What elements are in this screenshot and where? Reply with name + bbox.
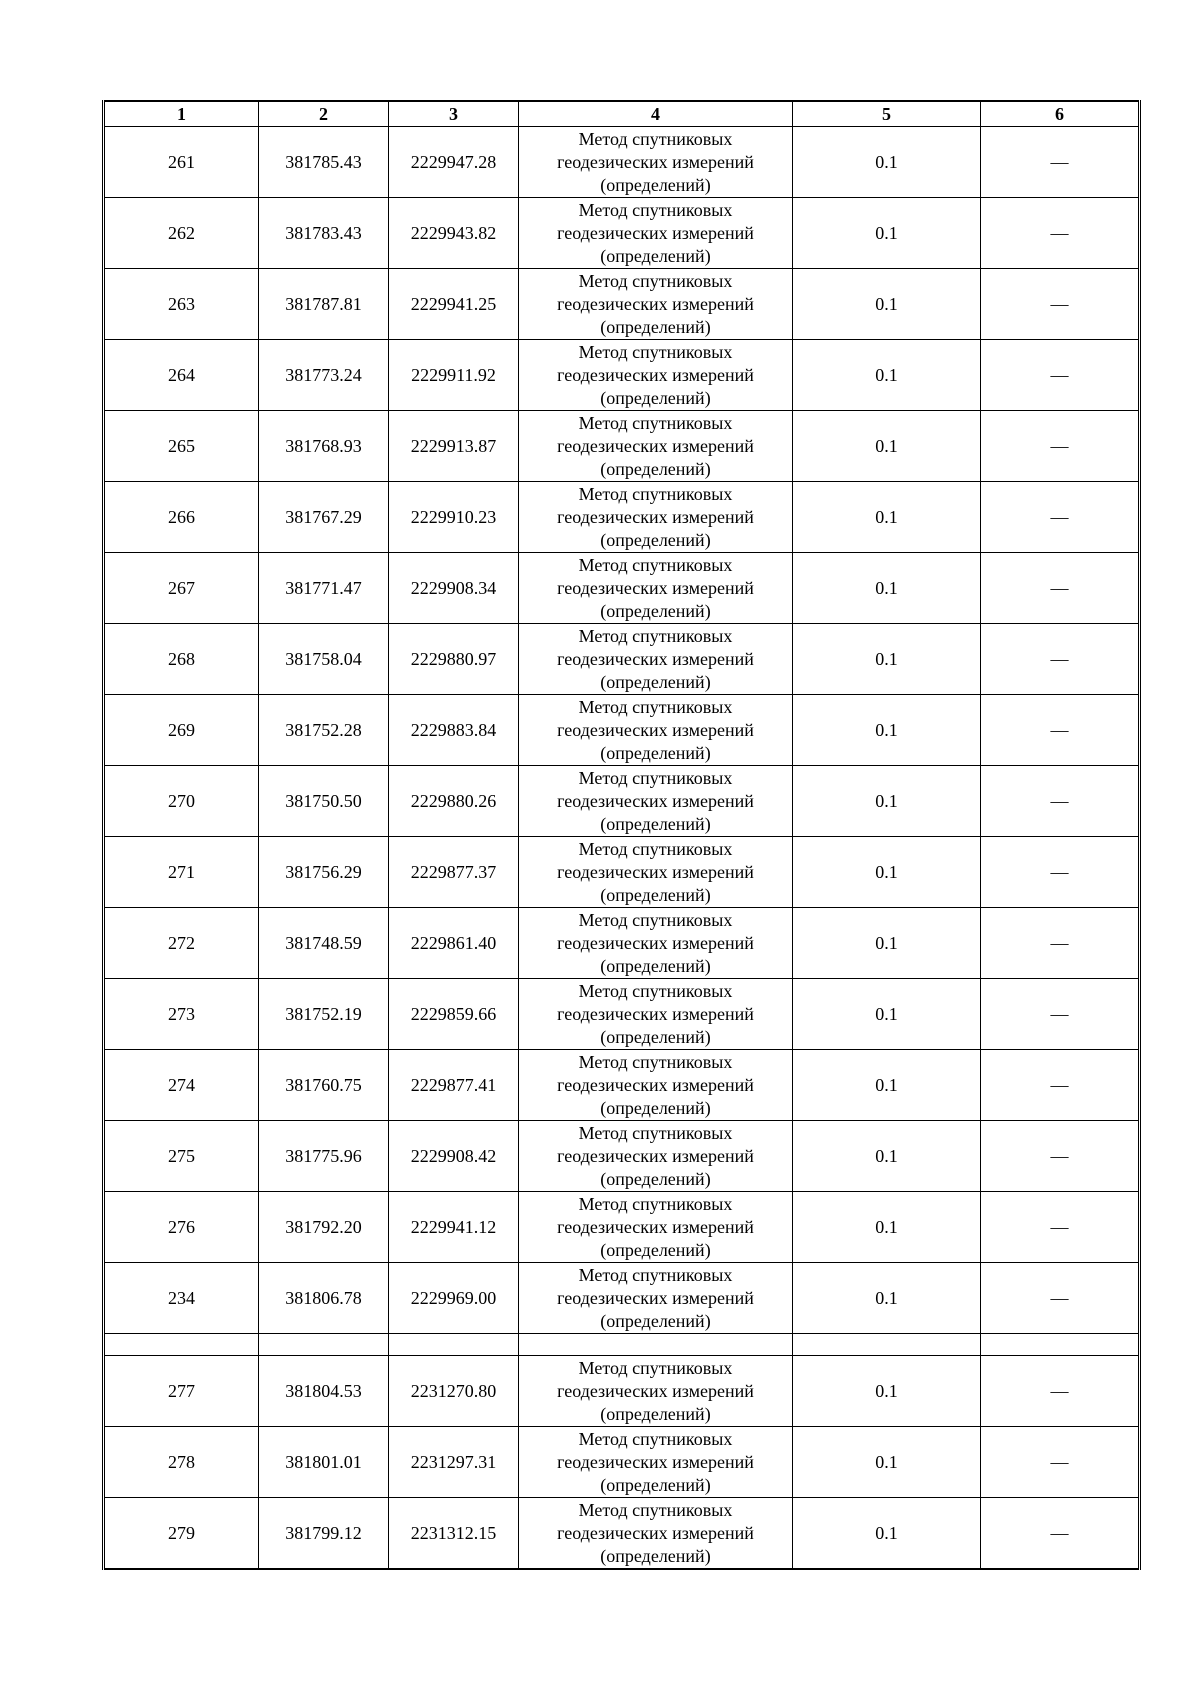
method-cell bbox=[519, 553, 793, 624]
accuracy-cell: 0.1 bbox=[793, 1263, 981, 1334]
y-coordinate-cell: 2229908.42 bbox=[389, 1121, 519, 1192]
method-text-line: Метод спутниковых bbox=[578, 270, 733, 291]
y-coordinate-cell: 2231270.80 bbox=[389, 1356, 519, 1427]
method-text-line: Метод спутниковых bbox=[578, 980, 733, 1001]
accuracy-cell: 0.1 bbox=[793, 979, 981, 1050]
x-coordinate-cell: 381760.75 bbox=[259, 1050, 389, 1121]
note-cell: — bbox=[981, 1356, 1140, 1427]
x-coordinate-cell: 381806.78 bbox=[259, 1263, 389, 1334]
method-cell bbox=[519, 624, 793, 695]
method-cell bbox=[519, 979, 793, 1050]
method-text-line: (определений) bbox=[600, 742, 711, 763]
note-cell: — bbox=[981, 695, 1140, 766]
note-cell: — bbox=[981, 1427, 1140, 1498]
method-cell bbox=[519, 482, 793, 553]
table-row bbox=[104, 198, 1140, 269]
method-text-line: геодезических измерений bbox=[557, 648, 754, 669]
y-coordinate-cell: 2229883.84 bbox=[389, 695, 519, 766]
header-cell: 4 bbox=[519, 101, 793, 127]
point-number-cell: 266 bbox=[104, 482, 259, 553]
method-text-line: геодезических измерений bbox=[557, 719, 754, 740]
note-cell: — bbox=[981, 624, 1140, 695]
y-coordinate-cell: 2229969.00 bbox=[389, 1263, 519, 1334]
table-row bbox=[104, 908, 1140, 979]
header-cell: 5 bbox=[793, 101, 981, 127]
y-coordinate-cell: 2229913.87 bbox=[389, 411, 519, 482]
point-number-cell: 261 bbox=[104, 127, 259, 198]
method-cell bbox=[519, 198, 793, 269]
method-text-line: Метод спутниковых bbox=[578, 1051, 733, 1072]
note-cell: — bbox=[981, 411, 1140, 482]
point-number-cell: 273 bbox=[104, 979, 259, 1050]
y-coordinate-cell: 2229910.23 bbox=[389, 482, 519, 553]
point-number-cell: 263 bbox=[104, 269, 259, 340]
method-text-line: геодезических измерений bbox=[557, 1145, 754, 1166]
table-row bbox=[104, 1498, 1140, 1570]
note-cell: — bbox=[981, 1050, 1140, 1121]
x-coordinate-cell: 381756.29 bbox=[259, 837, 389, 908]
table-row bbox=[104, 695, 1140, 766]
method-text-line: Метод спутниковых bbox=[578, 838, 733, 859]
point-number-cell: 278 bbox=[104, 1427, 259, 1498]
accuracy-cell: 0.1 bbox=[793, 482, 981, 553]
table-row bbox=[104, 411, 1140, 482]
method-text-line: геодезических измерений bbox=[557, 1380, 754, 1401]
method-cell bbox=[519, 340, 793, 411]
note-cell: — bbox=[981, 979, 1140, 1050]
point-number-cell: 275 bbox=[104, 1121, 259, 1192]
y-coordinate-cell: 2229880.26 bbox=[389, 766, 519, 837]
accuracy-cell: 0.1 bbox=[793, 837, 981, 908]
point-number-cell: 274 bbox=[104, 1050, 259, 1121]
accuracy-cell: 0.1 bbox=[793, 908, 981, 979]
method-cell bbox=[519, 411, 793, 482]
method-text-line: (определений) bbox=[600, 1403, 711, 1424]
method-text-line: геодезических измерений bbox=[557, 1451, 754, 1472]
method-text-line: геодезических измерений bbox=[557, 293, 754, 314]
method-text-line: геодезических измерений bbox=[557, 861, 754, 882]
x-coordinate-cell: 381752.19 bbox=[259, 979, 389, 1050]
y-coordinate-cell: 2229877.37 bbox=[389, 837, 519, 908]
blank-cell bbox=[981, 1334, 1140, 1356]
method-text-line: геодезических измерений bbox=[557, 932, 754, 953]
x-coordinate-cell: 381771.47 bbox=[259, 553, 389, 624]
x-coordinate-cell: 381792.20 bbox=[259, 1192, 389, 1263]
table-row bbox=[104, 127, 1140, 198]
method-cell bbox=[519, 1356, 793, 1427]
x-coordinate-cell: 381752.28 bbox=[259, 695, 389, 766]
accuracy-cell: 0.1 bbox=[793, 340, 981, 411]
method-cell bbox=[519, 1427, 793, 1498]
method-text-line: (определений) bbox=[600, 1168, 711, 1189]
method-cell bbox=[519, 1050, 793, 1121]
method-text-line: геодезических измерений bbox=[557, 364, 754, 385]
header-cell: 1 bbox=[104, 101, 259, 127]
point-number-cell: 268 bbox=[104, 624, 259, 695]
point-number-cell: 269 bbox=[104, 695, 259, 766]
table-row bbox=[104, 553, 1140, 624]
note-cell: — bbox=[981, 269, 1140, 340]
method-text-line: Метод спутниковых bbox=[578, 767, 733, 788]
table-row bbox=[104, 1263, 1140, 1334]
method-text-line: геодезических измерений bbox=[557, 506, 754, 527]
blank-cell bbox=[104, 1334, 259, 1356]
x-coordinate-cell: 381787.81 bbox=[259, 269, 389, 340]
note-cell: — bbox=[981, 908, 1140, 979]
method-cell bbox=[519, 766, 793, 837]
method-text-line: Метод спутниковых bbox=[578, 199, 733, 220]
y-coordinate-cell: 2229911.92 bbox=[389, 340, 519, 411]
header-cell: 3 bbox=[389, 101, 519, 127]
note-cell: — bbox=[981, 340, 1140, 411]
y-coordinate-cell: 2229941.12 bbox=[389, 1192, 519, 1263]
point-number-cell: 234 bbox=[104, 1263, 259, 1334]
method-text-line: (определений) bbox=[600, 1026, 711, 1047]
table-row bbox=[104, 1192, 1140, 1263]
method-text-line: (определений) bbox=[600, 1310, 711, 1331]
method-text-line: геодезических измерений bbox=[557, 1074, 754, 1095]
table-row bbox=[104, 1050, 1140, 1121]
accuracy-cell: 0.1 bbox=[793, 198, 981, 269]
note-cell: — bbox=[981, 766, 1140, 837]
method-text-line: Метод спутниковых bbox=[578, 341, 733, 362]
y-coordinate-cell: 2229877.41 bbox=[389, 1050, 519, 1121]
method-text-line: геодезических измерений bbox=[557, 435, 754, 456]
accuracy-cell: 0.1 bbox=[793, 411, 981, 482]
method-text-line: Метод спутниковых bbox=[578, 1264, 733, 1285]
y-coordinate-cell: 2229908.34 bbox=[389, 553, 519, 624]
y-coordinate-cell: 2229947.28 bbox=[389, 127, 519, 198]
method-cell bbox=[519, 1121, 793, 1192]
point-number-cell: 270 bbox=[104, 766, 259, 837]
point-number-cell: 262 bbox=[104, 198, 259, 269]
accuracy-cell: 0.1 bbox=[793, 1192, 981, 1263]
method-text-line: геодезических измерений bbox=[557, 1216, 754, 1237]
note-cell: — bbox=[981, 1263, 1140, 1334]
method-cell bbox=[519, 1192, 793, 1263]
method-text-line: (определений) bbox=[600, 1239, 711, 1260]
x-coordinate-cell: 381775.96 bbox=[259, 1121, 389, 1192]
header-row bbox=[104, 101, 1140, 127]
note-cell: — bbox=[981, 127, 1140, 198]
y-coordinate-cell: 2229943.82 bbox=[389, 198, 519, 269]
method-text-line: Метод спутниковых bbox=[578, 696, 733, 717]
point-number-cell: 264 bbox=[104, 340, 259, 411]
blank-cell bbox=[259, 1334, 389, 1356]
method-text-line: Метод спутниковых bbox=[578, 1357, 733, 1378]
method-text-line: Метод спутниковых bbox=[578, 909, 733, 930]
point-number-cell: 277 bbox=[104, 1356, 259, 1427]
method-cell bbox=[519, 1498, 793, 1570]
accuracy-cell: 0.1 bbox=[793, 269, 981, 340]
method-text-line: Метод спутниковых bbox=[578, 1193, 733, 1214]
method-text-line: (определений) bbox=[600, 316, 711, 337]
y-coordinate-cell: 2229859.66 bbox=[389, 979, 519, 1050]
method-cell bbox=[519, 837, 793, 908]
y-coordinate-cell: 2229941.25 bbox=[389, 269, 519, 340]
table-row bbox=[104, 1427, 1140, 1498]
method-text-line: геодезических измерений bbox=[557, 1287, 754, 1308]
point-number-cell: 276 bbox=[104, 1192, 259, 1263]
method-text-line: Метод спутниковых bbox=[578, 625, 733, 646]
table-row bbox=[104, 837, 1140, 908]
method-text-line: (определений) bbox=[600, 174, 711, 195]
table-row bbox=[104, 1356, 1140, 1427]
accuracy-cell: 0.1 bbox=[793, 1050, 981, 1121]
note-cell: — bbox=[981, 1192, 1140, 1263]
y-coordinate-cell: 2231297.31 bbox=[389, 1427, 519, 1498]
method-text-line: Метод спутниковых bbox=[578, 1499, 733, 1520]
method-text-line: Метод спутниковых bbox=[578, 483, 733, 504]
method-cell bbox=[519, 127, 793, 198]
y-coordinate-cell: 2229861.40 bbox=[389, 908, 519, 979]
x-coordinate-cell: 381768.93 bbox=[259, 411, 389, 482]
method-text-line: (определений) bbox=[600, 671, 711, 692]
table-body bbox=[104, 127, 1140, 1570]
method-cell bbox=[519, 695, 793, 766]
method-text-line: геодезических измерений bbox=[557, 790, 754, 811]
point-number-cell: 271 bbox=[104, 837, 259, 908]
note-cell: — bbox=[981, 1121, 1140, 1192]
x-coordinate-cell: 381773.24 bbox=[259, 340, 389, 411]
x-coordinate-cell: 381758.04 bbox=[259, 624, 389, 695]
y-coordinate-cell: 2231312.15 bbox=[389, 1498, 519, 1570]
method-text-line: (определений) bbox=[600, 1545, 711, 1566]
note-cell: — bbox=[981, 837, 1140, 908]
accuracy-cell: 0.1 bbox=[793, 695, 981, 766]
table-row bbox=[104, 340, 1140, 411]
point-number-cell: 279 bbox=[104, 1498, 259, 1570]
blank-cell bbox=[793, 1334, 981, 1356]
method-text-line: геодезических измерений bbox=[557, 1003, 754, 1024]
method-cell bbox=[519, 908, 793, 979]
x-coordinate-cell: 381750.50 bbox=[259, 766, 389, 837]
method-text-line: Метод спутниковых bbox=[578, 412, 733, 433]
method-text-line: (определений) bbox=[600, 1474, 711, 1495]
method-text-line: Метод спутниковых bbox=[578, 1122, 733, 1143]
table-row bbox=[104, 979, 1140, 1050]
accuracy-cell: 0.1 bbox=[793, 553, 981, 624]
point-number-cell: 265 bbox=[104, 411, 259, 482]
point-number-cell: 272 bbox=[104, 908, 259, 979]
method-text-line: геодезических измерений bbox=[557, 1522, 754, 1543]
table-row bbox=[104, 269, 1140, 340]
x-coordinate-cell: 381801.01 bbox=[259, 1427, 389, 1498]
header-cell: 6 bbox=[981, 101, 1140, 127]
blank-row bbox=[104, 1334, 1140, 1356]
accuracy-cell: 0.1 bbox=[793, 1498, 981, 1570]
accuracy-cell: 0.1 bbox=[793, 127, 981, 198]
x-coordinate-cell: 381767.29 bbox=[259, 482, 389, 553]
method-text-line: (определений) bbox=[600, 955, 711, 976]
note-cell: — bbox=[981, 553, 1140, 624]
table-row bbox=[104, 766, 1140, 837]
header-cell: 2 bbox=[259, 101, 389, 127]
method-text-line: (определений) bbox=[600, 387, 711, 408]
accuracy-cell: 0.1 bbox=[793, 624, 981, 695]
blank-cell bbox=[519, 1334, 793, 1356]
method-text-line: (определений) bbox=[600, 245, 711, 266]
x-coordinate-cell: 381783.43 bbox=[259, 198, 389, 269]
method-text-line: (определений) bbox=[600, 813, 711, 834]
method-cell bbox=[519, 1263, 793, 1334]
table-row bbox=[104, 1121, 1140, 1192]
point-number-cell: 267 bbox=[104, 553, 259, 624]
method-text-line: (определений) bbox=[600, 600, 711, 621]
x-coordinate-cell: 381785.43 bbox=[259, 127, 389, 198]
y-coordinate-cell: 2229880.97 bbox=[389, 624, 519, 695]
method-text-line: (определений) bbox=[600, 458, 711, 479]
x-coordinate-cell: 381804.53 bbox=[259, 1356, 389, 1427]
note-cell: — bbox=[981, 198, 1140, 269]
x-coordinate-cell: 381748.59 bbox=[259, 908, 389, 979]
coordinates-table bbox=[102, 100, 1141, 1570]
method-cell bbox=[519, 269, 793, 340]
document-page bbox=[102, 100, 1138, 1570]
accuracy-cell: 0.1 bbox=[793, 1356, 981, 1427]
method-text-line: Метод спутниковых bbox=[578, 128, 733, 149]
method-text-line: Метод спутниковых bbox=[578, 1428, 733, 1449]
note-cell: — bbox=[981, 1498, 1140, 1570]
accuracy-cell: 0.1 bbox=[793, 1121, 981, 1192]
method-text-line: (определений) bbox=[600, 1097, 711, 1118]
method-text-line: (определений) bbox=[600, 529, 711, 550]
x-coordinate-cell: 381799.12 bbox=[259, 1498, 389, 1570]
accuracy-cell: 0.1 bbox=[793, 766, 981, 837]
table-row bbox=[104, 624, 1140, 695]
blank-cell bbox=[389, 1334, 519, 1356]
accuracy-cell: 0.1 bbox=[793, 1427, 981, 1498]
method-text-line: Метод спутниковых bbox=[578, 554, 733, 575]
note-cell: — bbox=[981, 482, 1140, 553]
table-row bbox=[104, 482, 1140, 553]
method-text-line: (определений) bbox=[600, 884, 711, 905]
method-text-line: геодезических измерений bbox=[557, 222, 754, 243]
method-text-line: геодезических измерений bbox=[557, 151, 754, 172]
method-text-line: геодезических измерений bbox=[557, 577, 754, 598]
